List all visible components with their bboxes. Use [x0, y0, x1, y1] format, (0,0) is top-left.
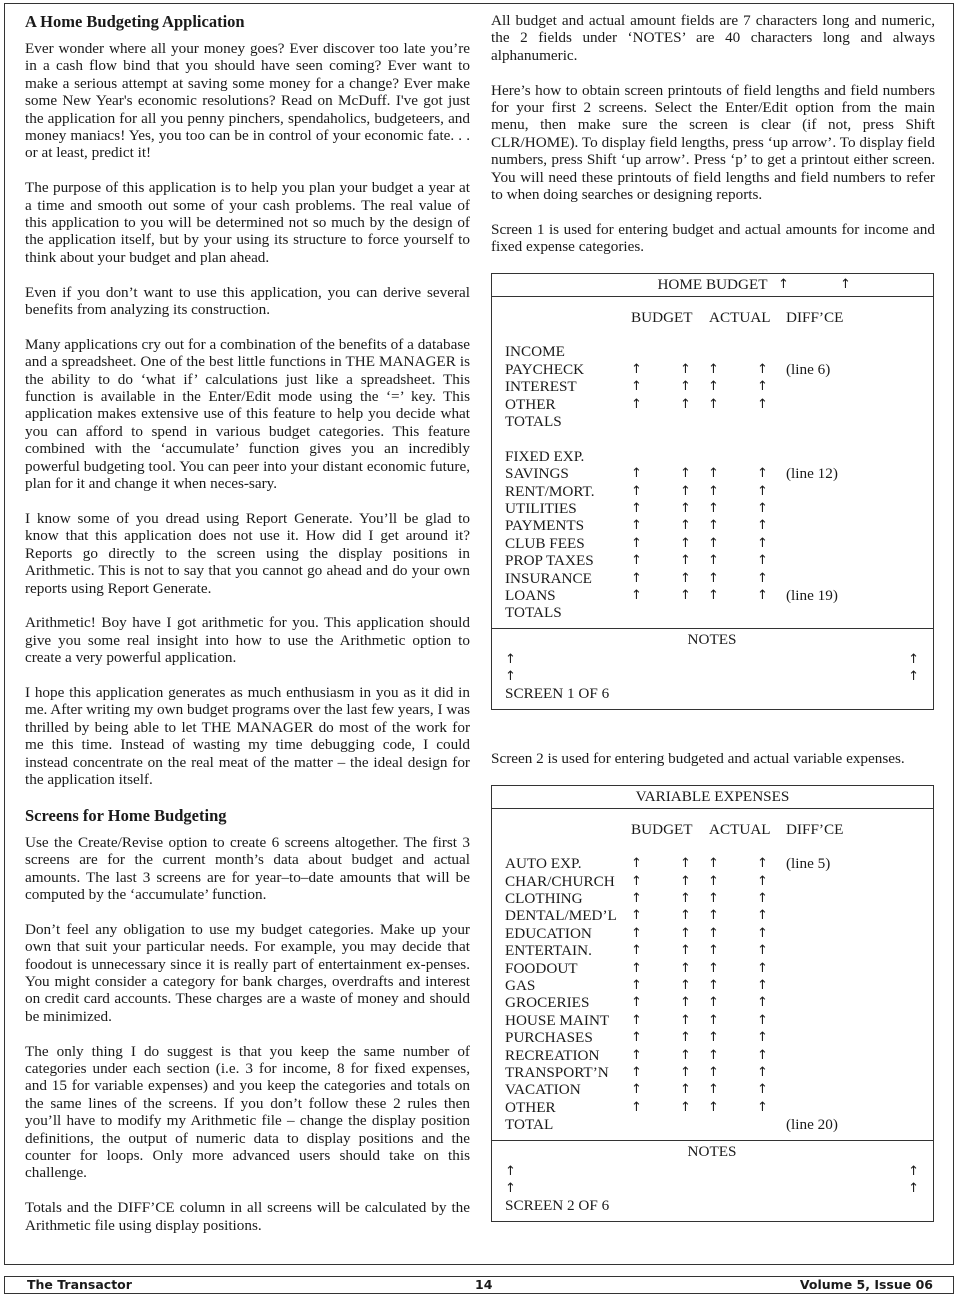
up-arrow-icon: ↑ — [680, 587, 691, 603]
category-label: RENT/MORT. — [505, 482, 595, 500]
up-arrow-icon: ↑ — [680, 1099, 691, 1115]
up-arrow-icon: ↑ — [757, 908, 768, 924]
screen-2-layout — [491, 785, 934, 1222]
up-arrow-icon: ↑ — [680, 1064, 691, 1080]
category-label: CHAR/CHURCH — [505, 872, 615, 890]
up-arrow-icon: ↑ — [908, 1163, 919, 1179]
up-arrow-icon: ↑ — [505, 651, 516, 667]
up-arrow-icon: ↑ — [631, 891, 642, 907]
screen-number: SCREEN 1 OF 6 — [505, 685, 610, 703]
paragraph: I know some of you dread using Report Generate. You’ll be glad to know that this application does not use it. How did I get around it? Reports go directly to the screen using the display positions in Arithmetic. This is not to say that you cannot go ahead and do your own reports using Report Generate. — [25, 509, 470, 597]
field-row — [505, 1012, 919, 1029]
screen-1-title-bar — [492, 274, 933, 297]
column-header: BUDGET — [631, 820, 693, 838]
up-arrow-icon: ↑ — [505, 1180, 516, 1196]
category-label: RECREATION — [505, 1046, 600, 1064]
up-arrow-icon: ↑ — [708, 960, 719, 976]
category-label: TOTALS — [505, 413, 562, 430]
up-arrow-icon: ↑ — [757, 1064, 768, 1080]
column-header: ACTUAL — [709, 309, 771, 327]
field-row — [505, 343, 919, 360]
field-row — [505, 500, 919, 517]
notes-field-1 — [505, 1163, 919, 1180]
up-arrow-icon: ↑ — [708, 978, 719, 993]
column-header: BUDGET — [631, 309, 693, 327]
up-arrow-icon: ↑ — [757, 1030, 768, 1046]
issue-label: Volume 5, Issue 06 — [799, 1277, 933, 1292]
up-arrow-icon: ↑ — [708, 500, 719, 516]
up-arrow-icon: ↑ — [631, 587, 642, 603]
field-row — [505, 907, 919, 924]
screen-number: SCREEN 2 OF 6 — [505, 1197, 610, 1215]
line-note: (line 5) — [786, 855, 831, 873]
category-label: ENTERTAIN. — [505, 942, 592, 960]
screen-2-body — [492, 809, 933, 1140]
up-arrow-icon: ↑ — [908, 1180, 919, 1196]
field-row — [505, 361, 919, 378]
category-label: PAYCHECK — [505, 360, 585, 378]
up-arrow-icon: ↑ — [708, 995, 719, 1011]
paragraph: Here’s how to obtain screen printouts of field lengths and field numbers for your first 2 screens. Select the Enter/Edit option from the main menu, then make sure the screen is clear (if not, press Shift CLR/HOME). To display field lengths, press ‘up arrow’. To display field numbers, press Shift ‘up arrow’. Press ‘p’ to get a printout either screen. You will need these printouts of field lengths and field numbers to refer to when doing searches or designing reports. — [491, 81, 935, 204]
field-row — [505, 413, 919, 430]
up-arrow-icon: ↑ — [757, 587, 768, 603]
left-column — [25, 12, 470, 1251]
up-arrow-icon: ↑ — [757, 396, 768, 412]
up-arrow-icon: ↑ — [757, 1012, 768, 1028]
field-row — [505, 1116, 919, 1133]
category-label: PROP TAXES — [505, 552, 594, 570]
field-row — [505, 483, 919, 500]
field-row — [505, 587, 919, 604]
paragraph: Use the Create/Revise option to create 6 screens altogether. The first 3 screens are for the current month’s data about budget and actual amounts. The last 3 screens are for year–to–date amounts that will be computed by the ‘accumulate’ function. — [25, 833, 470, 903]
up-arrow-icon: ↑ — [757, 873, 768, 889]
category-label: OTHER — [505, 395, 556, 413]
field-row — [505, 960, 919, 977]
up-arrow-icon: ↑ — [631, 1082, 642, 1098]
notes-field-1 — [505, 651, 919, 668]
category-label: PAYMENTS — [505, 517, 585, 535]
category-label: TOTALS — [505, 604, 562, 622]
up-arrow-icon: ↑ — [680, 943, 691, 959]
up-arrow-icon: ↑ — [757, 995, 768, 1011]
up-arrow-icon: ↑ — [708, 466, 719, 482]
paragraph: Totals and the DIFF’CE column in all screens will be calculated by the Arithmetic file using display positions. — [25, 1199, 470, 1234]
notes-field-2 — [505, 1180, 919, 1197]
up-arrow-icon: ↑ — [908, 651, 919, 667]
line-note: (line 6) — [786, 360, 831, 378]
field-row — [505, 1064, 919, 1081]
up-arrow-icon: ↑ — [680, 570, 691, 586]
left-paragraphs — [25, 40, 470, 788]
paragraph: Don’t feel any obligation to use my budget categories. Make up your own that suit your particular needs. For example, you may decide that foodout is unnecessary since it is really part of entertainment ex-penses. You might consider a category for bank charges, overdrafts and interest on credit card accounts. These charges are a waste of money and should be minimized. — [25, 920, 470, 1025]
up-arrow-icon: ↑ — [757, 553, 768, 569]
up-arrow-icon: ↑ — [708, 891, 719, 907]
field-row — [505, 1099, 919, 1116]
screen-2-intro: Screen 2 is used for entering budgeted and actual variable expenses. — [491, 750, 905, 768]
up-arrow-icon: ↑ — [680, 361, 691, 377]
up-arrow-icon: ↑ — [757, 1082, 768, 1098]
category-label: PURCHASES — [505, 1029, 593, 1047]
screen-1-body — [492, 297, 933, 628]
up-arrow-icon: ↑ — [757, 535, 768, 551]
up-arrow-icon: ↑ — [708, 1047, 719, 1063]
category-label: INSURANCE — [505, 569, 592, 587]
up-arrow-icon: ↑ — [757, 500, 768, 516]
page-number: 14 — [475, 1277, 493, 1292]
field-row — [505, 890, 919, 907]
up-arrow-icon: ↑ — [631, 1030, 642, 1046]
up-arrow-icon: ↑ — [505, 1163, 516, 1179]
up-arrow-icon: ↑ — [631, 379, 642, 395]
up-arrow-icon: ↑ — [708, 1064, 719, 1080]
up-arrow-icon: ↑ — [708, 396, 719, 412]
up-arrow-icon: ↑ — [680, 925, 691, 941]
up-arrow-icon: ↑ — [708, 1030, 719, 1046]
page-footer — [4, 1276, 954, 1294]
column-header: DIFF’CE — [786, 309, 844, 327]
up-arrow-icon: ↑ — [757, 891, 768, 907]
up-arrow-icon: ↑ — [680, 1030, 691, 1046]
up-arrow-icon: ↑ — [708, 1012, 719, 1028]
up-arrow-icon: ↑ — [757, 361, 768, 377]
notes-field-2 — [505, 668, 919, 685]
field-row — [505, 552, 919, 569]
up-arrow-icon: ↑ — [680, 995, 691, 1011]
up-arrow-icon: ↑ — [680, 466, 691, 482]
field-row — [505, 1081, 919, 1098]
screen-1-title: HOME BUDGET — [657, 276, 768, 294]
paragraph: Ever wonder where all your money goes? Ever discover too late you’re in a cash flow bind that you should have seen coming? Ever want to make a serious attempt at saving some money for a change? Ever make some New Year's economic resolutions? Read on McDuff. I've got just the application for all you penny pinchers, spendaholics, budgeteers, and money maniacs! Yes, you too can be in control of your economic fate. . . or at least, predict it! — [25, 40, 470, 162]
up-arrow-icon: ↑ — [631, 535, 642, 551]
category-label: AUTO EXP. — [505, 855, 582, 873]
category-label: INTEREST — [505, 378, 577, 396]
category-label: LOANS — [505, 586, 556, 604]
category-label: FOODOUT — [505, 959, 578, 977]
category-label: SAVINGS — [505, 465, 569, 483]
up-arrow-icon: ↑ — [505, 669, 516, 685]
up-arrow-icon: ↑ — [631, 908, 642, 924]
up-arrow-icon: ↑ — [757, 925, 768, 941]
up-arrow-icon: ↑ — [708, 361, 719, 377]
category-label: OTHER — [505, 1098, 556, 1116]
up-arrow-icon: ↑ — [680, 960, 691, 976]
up-arrow-icon: ↑ — [631, 570, 642, 586]
field-row — [505, 535, 919, 552]
up-arrow-icon: ↑ — [680, 1012, 691, 1028]
up-arrow-icon: ↑ — [631, 518, 642, 534]
line-note: (line 12) — [786, 465, 838, 483]
up-arrow-icon: ↑ — [680, 1047, 691, 1063]
up-arrow-icon: ↑ — [680, 518, 691, 534]
up-arrow-icon: ↑ — [757, 1099, 768, 1115]
up-arrow-icon: ↑ — [757, 1047, 768, 1063]
notes-title: NOTES — [687, 630, 737, 648]
up-arrow-icon: ↑ — [680, 500, 691, 516]
screen-2-notes — [492, 1140, 933, 1222]
up-arrow-icon: ↑ — [708, 856, 719, 872]
up-arrow-icon: ↑ — [680, 856, 691, 872]
up-arrow-icon: ↑ — [708, 1082, 719, 1098]
up-arrow-icon: ↑ — [708, 908, 719, 924]
up-arrow-icon: ↑ — [757, 978, 768, 993]
up-arrow-icon: ↑ — [840, 277, 851, 293]
up-arrow-icon: ↑ — [631, 995, 642, 1011]
up-arrow-icon: ↑ — [778, 277, 789, 293]
up-arrow-icon: ↑ — [708, 587, 719, 603]
field-row — [505, 1029, 919, 1046]
up-arrow-icon: ↑ — [708, 483, 719, 499]
up-arrow-icon: ↑ — [680, 379, 691, 395]
column-headers — [505, 309, 919, 326]
right-column — [491, 12, 935, 1222]
up-arrow-icon: ↑ — [680, 1082, 691, 1098]
paragraph: Screen 1 is used for entering budget and actual amounts for income and fixed expense categories. — [491, 220, 935, 256]
up-arrow-icon: ↑ — [757, 483, 768, 499]
paragraph: Many applications cry out for a combination of the benefits of a database and a spreadsheet. One of the best little functions in THE MANAGER is the ability to do ‘what if’ calculations just like a spreadsheet. This function is available in the Enter/Edit mode using the ‘=’ key. This application makes extensive use of this feature to help you decide what you can afford to spend in various budget categories. This feature combined with the ‘accumulate’ function gives you an incredibly powerful budgeting tool. You can peer into your distant economic future, plan for it and change it when neces-sary. — [25, 335, 470, 493]
field-row — [505, 1047, 919, 1064]
field-row — [505, 855, 919, 872]
up-arrow-icon: ↑ — [708, 553, 719, 569]
up-arrow-icon: ↑ — [757, 943, 768, 959]
right-paragraphs — [491, 12, 935, 256]
screen-2-title: VARIABLE EXPENSES — [635, 787, 790, 805]
up-arrow-icon: ↑ — [631, 500, 642, 516]
up-arrow-icon: ↑ — [680, 908, 691, 924]
category-label: EDUCATION — [505, 924, 592, 942]
up-arrow-icon: ↑ — [708, 873, 719, 889]
category-label: CLUB FEES — [505, 534, 585, 552]
field-row — [505, 570, 919, 587]
field-row — [505, 977, 919, 994]
article-title: A Home Budgeting Application — [25, 12, 245, 31]
up-arrow-icon: ↑ — [908, 669, 919, 685]
up-arrow-icon: ↑ — [631, 553, 642, 569]
up-arrow-icon: ↑ — [708, 570, 719, 586]
up-arrow-icon: ↑ — [680, 891, 691, 907]
category-label: INCOME — [505, 343, 565, 361]
column-headers — [505, 821, 919, 838]
paragraph: Even if you don’t want to use this application, you can derive several benefits from analyzing its construction. — [25, 283, 470, 319]
paragraph: The purpose of this application is to help you plan your budget a year at a time and smooth out some of your cash problems. The real value of this application to you will be determined not so much by the design of the application itself, but by your using its structure to force yourself to think about your budget and plan ahead. — [25, 179, 470, 266]
paragraph: Arithmetic! Boy have I got arithmetic for you. This application should give you some real insight into how to use the Arithmetic option to create a very powerful application. — [25, 614, 470, 667]
up-arrow-icon: ↑ — [708, 943, 719, 959]
up-arrow-icon: ↑ — [757, 570, 768, 586]
up-arrow-icon: ↑ — [708, 535, 719, 551]
screen-2-title-bar — [492, 786, 933, 809]
up-arrow-icon: ↑ — [708, 1099, 719, 1115]
magazine-name: The Transactor — [27, 1277, 132, 1292]
up-arrow-icon: ↑ — [631, 943, 642, 959]
paragraph: The only thing I do suggest is that you keep the same number of categories under each section (i.e. 3 for income, 8 for fixed expenses, and 15 for variable expenses) and you keep the categories and totals on the same lines of the screens. If you don’t follow these 2 rules then you’ll have to modify my Arithmetic file – change the display position definitions, the output of numeric data to display positions and the counter for loops. Only more advanced users should take on this challenge. — [25, 1042, 470, 1182]
paragraph: All budget and actual amount fields are 7 characters long and numeric, the 2 fields under ‘NOTES’ are 40 characters long and always alphanumeric. — [491, 12, 935, 64]
up-arrow-icon: ↑ — [631, 361, 642, 377]
category-label: CLOTHING — [505, 890, 583, 908]
up-arrow-icon: ↑ — [631, 1047, 642, 1063]
field-row — [505, 517, 919, 534]
field-row — [505, 448, 919, 465]
category-label: GAS — [505, 977, 536, 994]
up-arrow-icon: ↑ — [631, 1064, 642, 1080]
column-header: DIFF’CE — [786, 820, 844, 838]
up-arrow-icon: ↑ — [631, 396, 642, 412]
category-label: VACATION — [505, 1081, 581, 1099]
up-arrow-icon: ↑ — [631, 978, 642, 993]
up-arrow-icon: ↑ — [757, 518, 768, 534]
category-label: GROCERIES — [505, 994, 590, 1012]
category-label: HOUSE MAINT — [505, 1011, 610, 1029]
up-arrow-icon: ↑ — [708, 379, 719, 395]
line-note: (line 20) — [786, 1116, 838, 1134]
field-row — [505, 994, 919, 1011]
up-arrow-icon: ↑ — [708, 518, 719, 534]
field-row — [505, 396, 919, 413]
category-label: UTILITIES — [505, 499, 577, 517]
up-arrow-icon: ↑ — [757, 379, 768, 395]
field-row — [505, 465, 919, 482]
up-arrow-icon: ↑ — [631, 1099, 642, 1115]
up-arrow-icon: ↑ — [631, 925, 642, 941]
field-row — [505, 604, 919, 621]
column-header: ACTUAL — [709, 820, 771, 838]
notes-title: NOTES — [687, 1142, 737, 1160]
up-arrow-icon: ↑ — [631, 466, 642, 482]
category-label: DENTAL/MED’L — [505, 907, 617, 925]
screen-1-layout — [491, 273, 934, 710]
up-arrow-icon: ↑ — [757, 960, 768, 976]
section-heading: Screens for Home Budgeting — [25, 805, 227, 825]
up-arrow-icon: ↑ — [680, 978, 691, 993]
field-row — [505, 942, 919, 959]
category-label: TRANSPORT’N — [505, 1063, 609, 1081]
up-arrow-icon: ↑ — [757, 856, 768, 872]
field-row — [505, 925, 919, 942]
up-arrow-icon: ↑ — [680, 396, 691, 412]
up-arrow-icon: ↑ — [757, 466, 768, 482]
up-arrow-icon: ↑ — [680, 483, 691, 499]
up-arrow-icon: ↑ — [631, 856, 642, 872]
up-arrow-icon: ↑ — [631, 483, 642, 499]
up-arrow-icon: ↑ — [680, 535, 691, 551]
field-row — [505, 378, 919, 395]
paragraph: I hope this application generates as much enthusiasm in you as it did in me. After writing my own budget programs over the last few years, I was thrilled by being able to let THE MANAGER do most of the work for me this time. Instead of wasting my time debugging code, I could instead concentrate on the real meat of the matter – the ideal design for the application itself. — [25, 683, 470, 788]
up-arrow-icon: ↑ — [680, 873, 691, 889]
up-arrow-icon: ↑ — [631, 960, 642, 976]
up-arrow-icon: ↑ — [631, 873, 642, 889]
category-label: TOTAL — [505, 1116, 554, 1134]
category-label: FIXED EXP. — [505, 447, 585, 465]
up-arrow-icon: ↑ — [708, 925, 719, 941]
up-arrow-icon: ↑ — [631, 1012, 642, 1028]
line-note: (line 19) — [786, 586, 838, 604]
field-row — [505, 873, 919, 890]
screen-1-notes — [492, 628, 933, 710]
left-paragraphs-2 — [25, 834, 470, 1234]
up-arrow-icon: ↑ — [680, 553, 691, 569]
spacer — [505, 430, 919, 447]
